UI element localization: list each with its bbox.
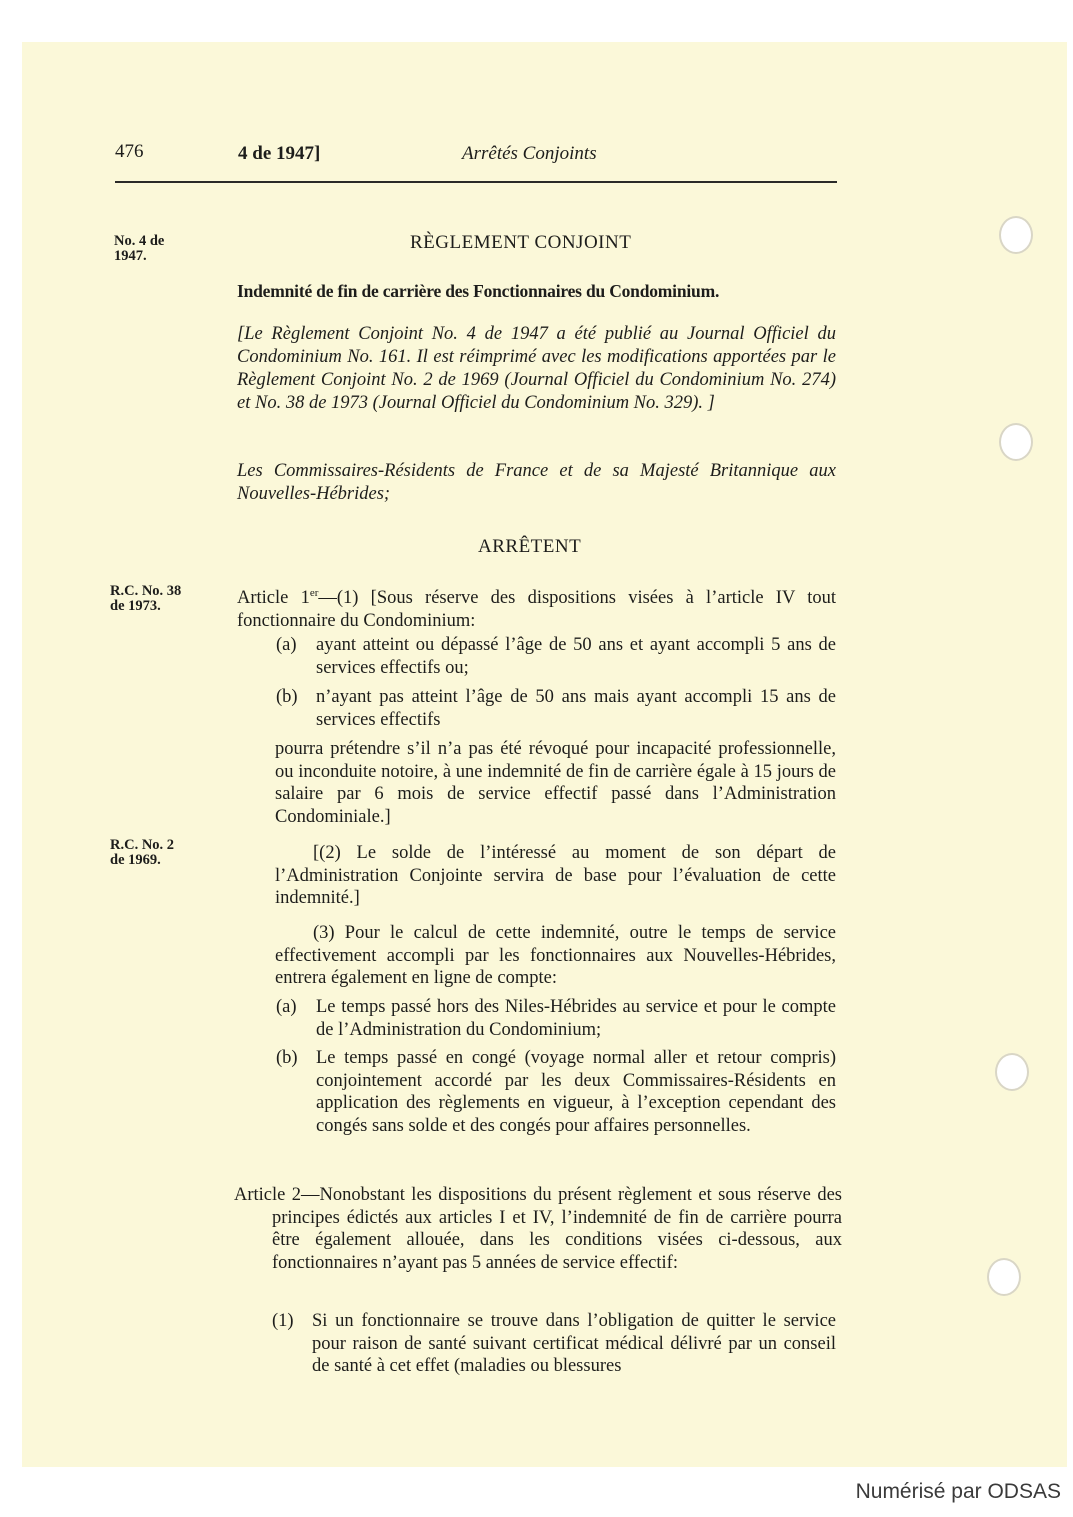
article-1-item-b: (b) n’ayant pas atteint l’âge de 50 ans mais ayant accompli 15 ans de services effectifs <box>276 687 836 730</box>
article-1-intro-text: —(1) [Sous réserve des dispositions visées à l’article IV tout fonctionnaire du Condominium: <box>237 588 836 631</box>
margin-note-document <box>114 234 164 264</box>
margin-note-rc38 <box>110 584 181 614</box>
document-title: RÈGLEMENT CONJOINT <box>410 232 632 253</box>
page-number: 476 <box>115 141 144 162</box>
binder-hole <box>987 1258 1021 1296</box>
article-2-intro: Article 2—Nonobstant les dispositions du présent règlement et sous réserve des principes édictés aux articles I et IV, l’indemnité de fin de carrière pourra être également allouée, dans les conditions visées ci-dessous, aux fonctionnaires n’ayant pas 5 années de service effectif: <box>234 1185 842 1273</box>
binder-hole <box>995 1053 1029 1091</box>
margin-note-line: de 1973. <box>110 598 161 614</box>
margin-note-line: de 1969. <box>110 852 161 868</box>
article-1-para-3: (3) Pour le calcul de cette indemnité, outre le temps de service effectivement accompli par les fonctionnaires aux Nouvelles-Hébrides, entrera également en ligne de compte: <box>275 923 836 988</box>
article-1-item-a: (a) ayant atteint ou dépassé l’âge de 50 ans et ayant accompli 5 ans de services effectifs ou; <box>276 635 836 678</box>
binder-hole <box>999 423 1033 461</box>
margin-note-line: 1947. <box>114 248 147 264</box>
margin-note-rc2 <box>110 838 174 868</box>
digitization-credit: Numérisé par ODSAS <box>855 1480 1061 1503</box>
arretent-heading: ARRÊTENT <box>478 536 582 557</box>
margin-note-line: R.C. No. 2 <box>110 837 175 853</box>
header-reference: 4 de 1947] <box>238 143 321 164</box>
article-1-para-3-item-b: (b) Le temps passé en congé (voyage normal aller et retour compris) conjointement accordé par les deux Commissaires-Résidents en application des règlements en vigueur, à l’exception cependant des congés sans solde et des congés pour affaires personnelles. <box>276 1048 836 1136</box>
running-title: Arrêtés Conjoints <box>462 143 597 164</box>
article-1-intro <box>237 582 836 632</box>
article-2-item-1: (1) Si un fonctionnaire se trouve dans l’obligation de quitter le service pour raison de santé suivant certificat médical délivré par un conseil de santé à cet effet (maladies ou blessures <box>272 1311 836 1376</box>
binder-hole <box>999 216 1033 254</box>
article-1-label: Article 1er <box>237 587 319 609</box>
article-1-para-3-item-a: (a) Le temps passé hors des Niles-Hébrides au service et pour le compte de l’Administration du Condominium; <box>276 997 836 1040</box>
margin-note-line: No. 4 de <box>114 233 165 249</box>
article-1-para-2: [(2) Le solde de l’intéressé au moment de son départ de l’Administration Conjointe servira de base pour l’évaluation de cette indemnité.] <box>275 843 836 908</box>
margin-note-line: R.C. No. 38 <box>110 583 182 599</box>
editorial-note: [Le Règlement Conjoint No. 4 de 1947 a été publié au Journal Officiel du Condominium No. 161. Il est réimprimé avec les modifications apportées par le Règlement Conjoint No. 2 de 1969 (Journal Officiel du Condominium No. 274) et No. 38 de 1973 (Journal Officiel du Condominium No. 329). ] <box>237 324 836 413</box>
preamble: Les Commissaires-Résidents de France et de sa Majesté Britannique aux Nouvelles-Hébrides; <box>237 461 836 504</box>
document-subtitle: Indemnité de fin de carrière des Fonctionnaires du Condominium. <box>237 281 720 301</box>
article-1-conclusion: pourra prétendre s’il n’a pas été révoqué pour incapacité professionnelle, ou inconduite notoire, à une indemnité de fin de carrière égale à 15 jours de salaire par 6 mois de service effectif passé dans l’Administration Condominiale.] <box>275 739 836 827</box>
header-rule <box>115 181 837 183</box>
